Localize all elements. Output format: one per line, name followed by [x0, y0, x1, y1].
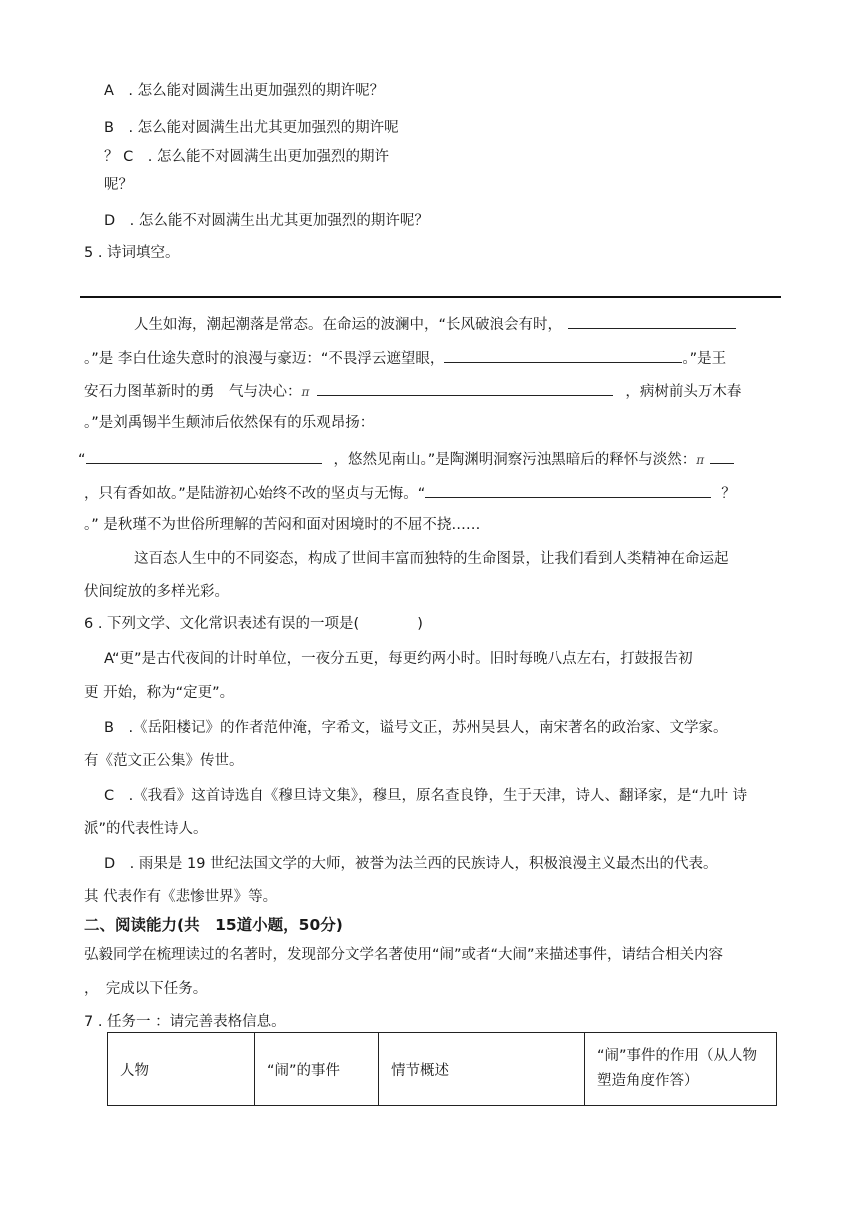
section-2-intro-line-1: 弘毅同学在梳理读过的名著时，发现部分文学名著使用“闹”或者“大闹”来描述事件，请结合相关内容 — [84, 947, 724, 963]
poem-line-8: 这百态人生中的不同姿态，构成了世间丰富而独特的生命图景，让我们看到人类精神在命运起 — [134, 551, 729, 567]
q6-option-a-line-1: A“更”是古代夜间的计时单位，一夜分五更，每更约两小时。旧时每晚八点左右，打鼓报告初 — [104, 651, 693, 667]
divider-line — [80, 296, 781, 298]
poem-line-9: 伏间绽放的多样光彩。 — [84, 584, 229, 600]
blank-6 — [425, 483, 711, 498]
q6-option-c-line-1: C .《我看》这首诗选自《穆旦诗文集》，穆旦，原名查良铮，生于天津，诗人、翻译家，是“九叶 诗 — [104, 788, 748, 804]
blank-2 — [444, 348, 682, 363]
section-2-heading: 二、阅读能力(共 15道小题，50分) — [84, 916, 343, 934]
poem-line-2 — [84, 348, 726, 369]
header-plot-summary: 情节概述 — [379, 1033, 585, 1106]
blank-marker: π — [301, 385, 310, 399]
q6-option-d-line-1: D . 雨果是 19 世纪法国文学的大师，被誉为法兰西的民族诗人，积极浪漫主义最杰出的代表。 — [104, 856, 718, 872]
open-quote: “ — [78, 452, 86, 468]
poem-line-2-text: 。”是 李白仕途失意时的浪漫与豪迈：“不畏浮云遮望眼， — [84, 351, 445, 367]
question-6-title: 6 . 下列文学、文化常识表述有误的一项是( ) — [84, 616, 423, 632]
question-7-title: 7 . 任务一 ：请完善表格信息。 — [84, 1014, 286, 1030]
q6-option-a-line-2: 更 开始，称为“定更”。 — [84, 685, 235, 701]
option-b: B . 怎么能对圆满生出尤其更加强烈的期许呢 — [104, 120, 399, 136]
blank-1 — [568, 314, 736, 329]
task-table — [107, 1032, 777, 1106]
q6-option-b-line-2: 有《范文正公集》传世。 — [84, 753, 244, 769]
poem-line-3 — [84, 381, 741, 402]
blank-3 — [317, 381, 613, 396]
header-effect: “闹”事件的作用（从人物塑造角度作答） — [585, 1033, 777, 1106]
q6-option-c-line-2: 派”的代表性诗人。 — [84, 821, 208, 837]
header-event: “闹”的事件 — [255, 1033, 379, 1106]
q6-option-d-line-2: 其 代表作有《悲惨世界》等。 — [84, 889, 278, 905]
blank-4 — [86, 449, 322, 464]
table-header-row — [108, 1033, 777, 1106]
option-c-continued: 呢？ — [104, 177, 133, 193]
question-5-title: 5 . 诗词填空。 — [84, 245, 180, 261]
poem-line-4: 。”是刘禹锡半生颠沛后依然保有的乐观昂扬： — [84, 415, 375, 431]
poem-line-5 — [78, 449, 734, 470]
option-a: A . 怎么能对圆满生出更加强烈的期许呢？ — [104, 83, 385, 99]
poem-line-2-end: 。”是王 — [682, 351, 727, 367]
poem-line-5-text: ，悠然见南山。”是陶渊明洞察污浊黑暗后的释怀与淡然： — [333, 452, 697, 468]
poem-line-6-text: ，只有香如故。”是陆游初心始终不改的坚贞与无悔。“ — [84, 486, 426, 502]
poem-line-3-end: ，病树前头万木春 — [625, 384, 742, 400]
poem-line-7: 。” 是秋瑾不为世俗所理解的苦闷和面对困境时的不屈不挠…… — [84, 517, 481, 533]
blank-marker: π — [696, 453, 705, 467]
option-d: D . 怎么能不对圆满生出尤其更加强烈的期许呢？ — [104, 213, 429, 229]
section-2-intro-line-2: ， 完成以下任务。 — [84, 981, 208, 997]
blank-5 — [710, 449, 734, 464]
option-c: ？ C . 怎么能不对圆满生出更加强烈的期许 — [104, 149, 389, 165]
poem-line-6 — [84, 483, 736, 504]
header-character: 人物 — [108, 1033, 255, 1106]
poem-line-1 — [134, 314, 736, 335]
poem-line-1-text: 人生如海，潮起潮落是常态。在命运的波澜中，“长风破浪会有时， — [134, 317, 563, 333]
poem-line-3-text: 安石力图革新时的勇 气与决心： — [84, 384, 302, 400]
q6-option-b-line-1: B .《岳阳楼记》的作者范仲淹，字希文，谥号文正，苏州吴县人，南宋著名的政治家、文学家。 — [104, 720, 728, 736]
question-mark: ？ — [721, 486, 736, 502]
